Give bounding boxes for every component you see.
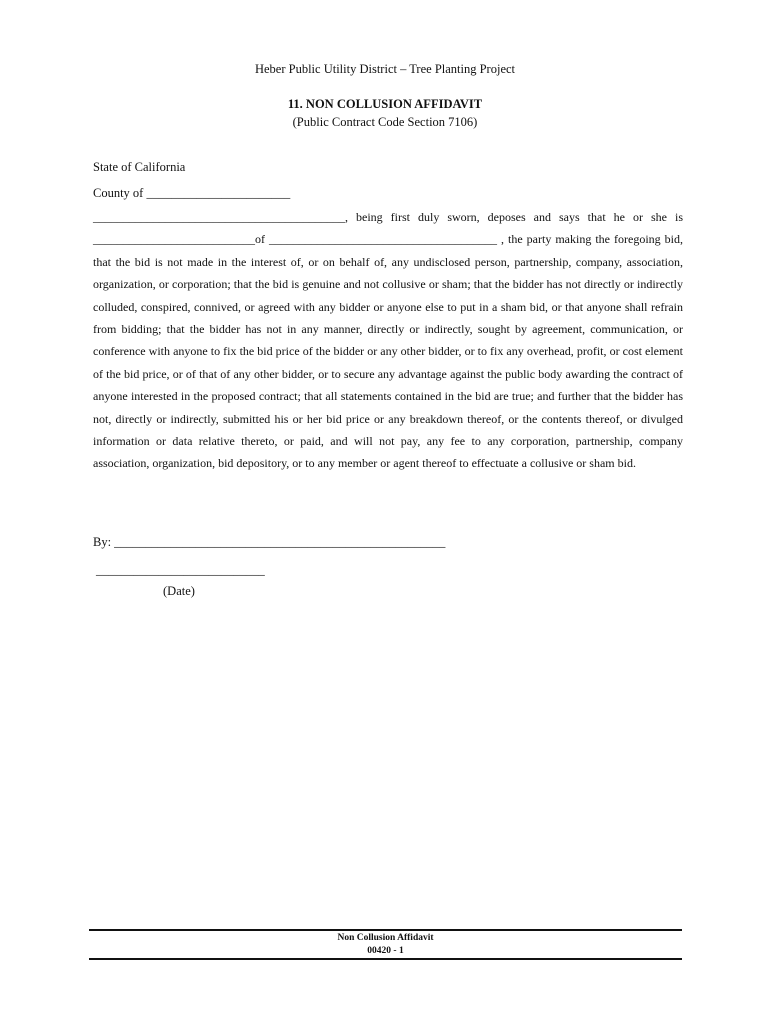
affidavit-body: __________________________________________, being first duly sworn, deposes and says that he or she is ___________________________of ______________________________________ , the party making the foregoing bid, that the bid is not made in the interest of, or on behalf of, any undisclosed person, partnership, company, association, organization, or corporation; that the bid is genuine and not collusive or sham; that the bidder has not directly or indirectly colluded, conspired, connived, or agreed with any bidder or anyone else to put in a sham bid, or that anyone shall refrain from bidding; that the bidder has not in any manner, directly or indirectly, sought by agreement, communication, or conference with anyone to fix the bid price of the bidder or any other bidder, or to fix any overhead, profit, or cost element of the bid price, or of that of any other bidder, or to secure any advantage against the public body awarding the contract of anyone interested in the proposed contract; that all statements contained in the bid are true; and further that the bidder has not, directly or indirectly, submitted his or her bid price or any breakdown thereof, or the contents thereof, or divulged information or data relative thereto, or paid, and will not pay, any fee to any corporation, partnership, company association, organization, bid depository, or to any member or agent thereof to effectuate a collusive or sham bid. bbox=[93, 210, 683, 471]
county-line: County of _______________________ bbox=[93, 186, 291, 200]
footer-top-divider bbox=[89, 929, 682, 931]
document-title: 11. NON COLLUSION AFFIDAVIT bbox=[287, 97, 483, 111]
footer-page-number: 00420 - 1 bbox=[367, 946, 404, 956]
footer-bottom-divider bbox=[89, 958, 682, 960]
state-line: State of California bbox=[93, 160, 186, 174]
footer-title: Non Collusion Affidavit bbox=[337, 933, 434, 943]
signature-by-line: By: _____________________________________________________ bbox=[93, 535, 446, 549]
date-label: (Date) bbox=[163, 584, 195, 598]
project-title: Heber Public Utility District – Tree Planting Project bbox=[254, 62, 516, 76]
date-signature-line: ___________________________ bbox=[96, 563, 265, 577]
document-subtitle: (Public Contract Code Section 7106) bbox=[292, 115, 478, 129]
